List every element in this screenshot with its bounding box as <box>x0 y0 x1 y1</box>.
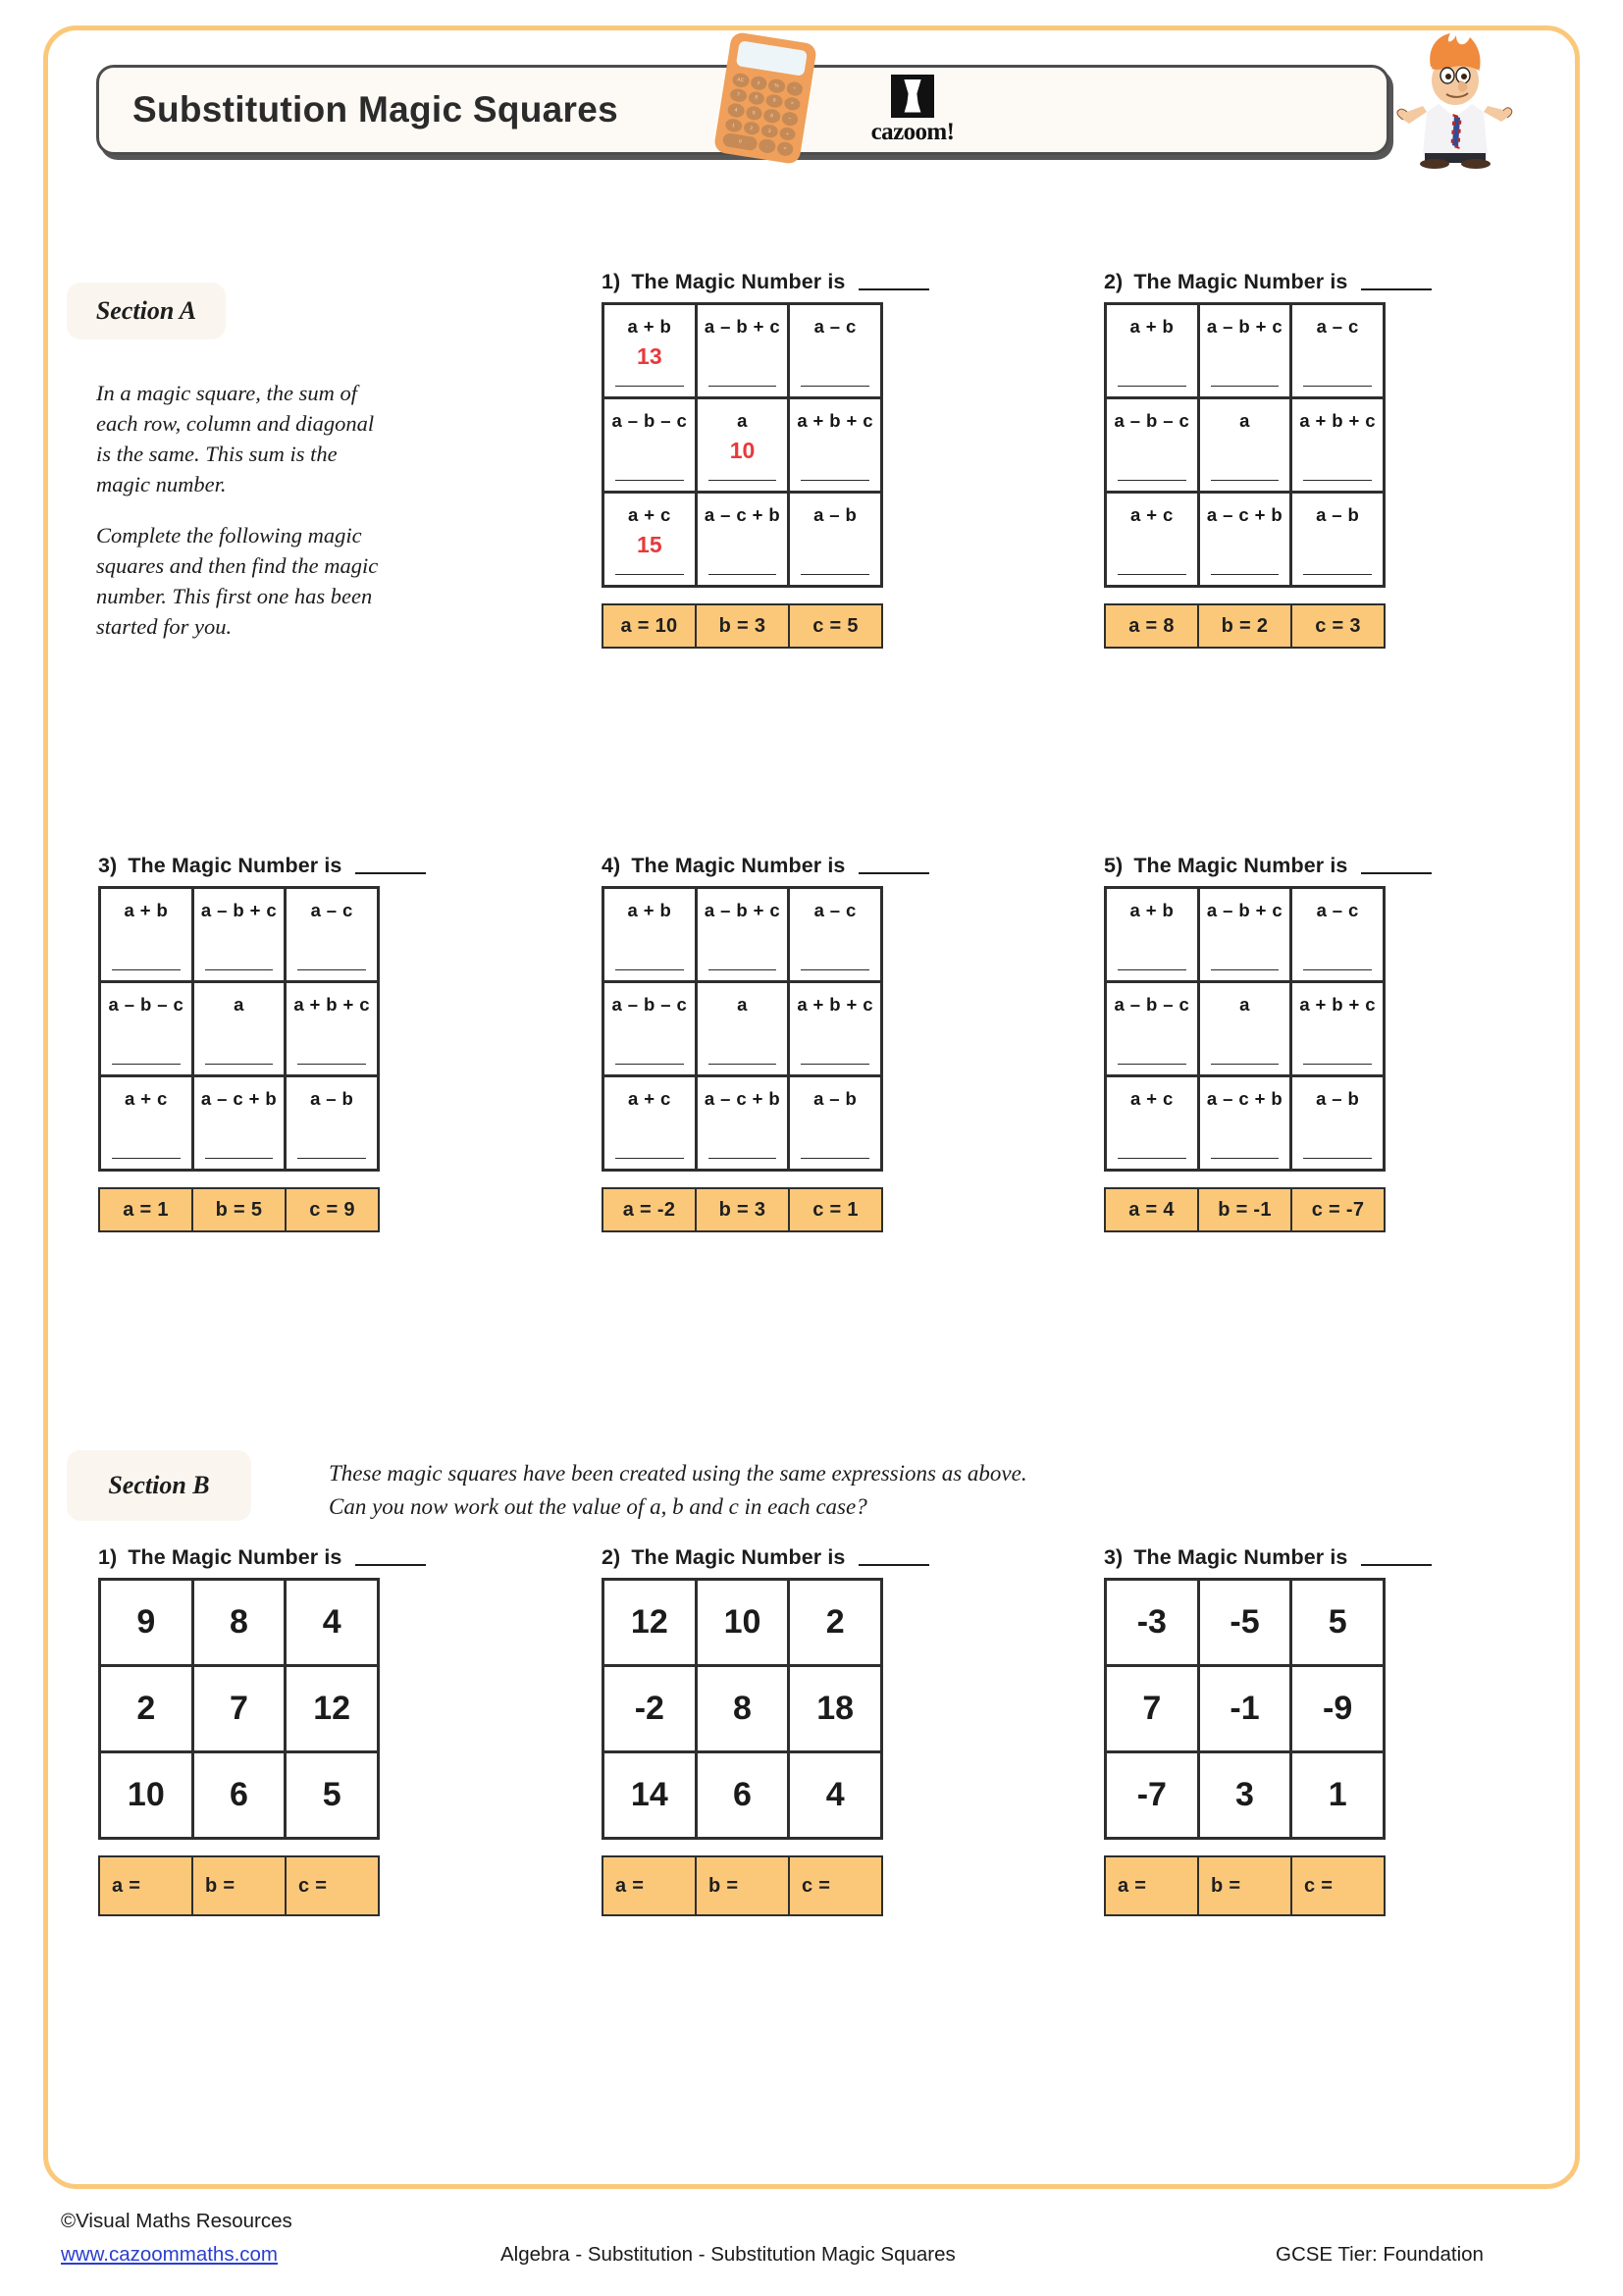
magic-square-cell[interactable] <box>1292 889 1383 980</box>
magic-square-cell[interactable] <box>604 399 695 491</box>
section-a-question-4 <box>602 854 929 1232</box>
magic-square-cell[interactable] <box>1107 399 1197 491</box>
cell-expression: a – b + c <box>704 316 781 337</box>
question-number: 1) <box>98 1545 118 1569</box>
variable-value: c = 3 <box>1292 605 1384 647</box>
cartoon-character-icon <box>1395 29 1513 169</box>
footer-website-link[interactable]: www.cazoommaths.com <box>61 2243 279 2266</box>
calculator-key: ± <box>750 76 767 91</box>
magic-square-cell[interactable] <box>698 305 788 396</box>
section-b-intro-line-1: These magic squares have been created using the same expressions as above. <box>329 1461 1027 1486</box>
variable-answer-field[interactable]: a = <box>603 1857 695 1914</box>
magic-square-cell[interactable] <box>698 889 788 980</box>
magic-square-cell[interactable] <box>194 983 285 1074</box>
magic-square-cell[interactable] <box>790 305 880 396</box>
calculator-key: % <box>767 78 785 93</box>
cell-expression: a – b + c <box>1206 316 1283 337</box>
cell-expression: a + c <box>627 504 671 525</box>
variable-values-bar <box>602 603 883 649</box>
number-square-cell: -1 <box>1200 1667 1290 1750</box>
variable-answer-field[interactable]: a = <box>1106 1857 1197 1914</box>
number-square-cell: -2 <box>604 1667 695 1750</box>
variable-value: a = -2 <box>603 1189 695 1230</box>
number-square-cell: -7 <box>1107 1753 1197 1837</box>
variable-values-bar <box>1104 603 1386 649</box>
variable-value: b = 5 <box>193 1189 285 1230</box>
magic-square-cell[interactable] <box>1292 1077 1383 1169</box>
number-square-grid <box>98 1578 380 1840</box>
cell-expression: a + b + c <box>293 994 370 1015</box>
cell-answer-line[interactable] <box>1118 386 1186 387</box>
section-b-badge: Section B <box>67 1450 251 1521</box>
variable-answer-field[interactable]: a = <box>100 1857 191 1914</box>
variable-value: a = 4 <box>1106 1189 1197 1230</box>
question-number: 3) <box>98 854 118 877</box>
calculator-key: − <box>781 111 799 127</box>
cell-answer-line[interactable] <box>708 574 777 575</box>
cell-answer-line[interactable] <box>1303 1064 1372 1065</box>
section-b-intro-line-2: Can you now work out the value of a, b and c in each case? <box>329 1494 867 1519</box>
number-square-cell: 2 <box>790 1581 880 1664</box>
cell-expression: a – b <box>1316 1088 1360 1109</box>
magic-square-cell[interactable] <box>1200 305 1290 396</box>
magic-number-blank[interactable] <box>859 872 929 874</box>
calculator-key: = <box>776 141 794 157</box>
magic-square-cell[interactable] <box>101 1077 191 1169</box>
cell-expression: a + b + c <box>1299 994 1376 1015</box>
number-square-cell: 7 <box>1107 1667 1197 1750</box>
cell-answer-value: 13 <box>637 343 662 369</box>
magic-square-grid <box>1104 302 1386 588</box>
number-square-cell: 2 <box>101 1667 191 1750</box>
calculator-key: 3 <box>760 124 778 139</box>
magic-square-cell[interactable] <box>194 1077 285 1169</box>
number-square-grid <box>1104 1578 1386 1840</box>
cell-expression: a – b <box>1316 504 1360 525</box>
cell-expression: a – c + b <box>704 504 781 525</box>
cell-expression: a + c <box>1129 504 1174 525</box>
prompt-text: The Magic Number is <box>128 854 342 877</box>
cell-answer-line[interactable] <box>708 1064 777 1065</box>
cell-answer-line[interactable] <box>205 1158 274 1159</box>
cell-answer-line[interactable] <box>1118 969 1186 970</box>
cell-expression: a – c + b <box>200 1088 278 1109</box>
cell-expression: a – c + b <box>1206 1088 1283 1109</box>
footer-tier: GCSE Tier: Foundation <box>1276 2243 1484 2266</box>
number-square-cell: -9 <box>1292 1667 1383 1750</box>
magic-square-cell[interactable] <box>604 889 695 980</box>
calculator-key: + <box>778 127 796 142</box>
cell-expression: a – c + b <box>704 1088 781 1109</box>
cell-answer-line[interactable] <box>297 1064 366 1065</box>
question-number: 2) <box>602 1545 621 1569</box>
variable-answer-field[interactable]: c = <box>287 1857 378 1914</box>
magic-square-cell[interactable] <box>101 889 191 980</box>
number-square-cell: 10 <box>101 1753 191 1837</box>
prompt-text: The Magic Number is <box>128 1545 342 1569</box>
magic-number-blank[interactable] <box>1361 872 1432 874</box>
question-number: 3) <box>1104 1545 1124 1569</box>
magic-square-cell[interactable] <box>1200 889 1290 980</box>
number-square-cell: 5 <box>287 1753 377 1837</box>
number-square-cell: -5 <box>1200 1581 1290 1664</box>
cell-answer-line[interactable] <box>112 1158 181 1159</box>
variable-answer-field[interactable]: c = <box>1292 1857 1384 1914</box>
calculator-key: 4 <box>727 102 745 118</box>
section-a-badge: Section A <box>67 283 226 339</box>
cell-answer-line[interactable] <box>1211 1158 1280 1159</box>
page-footer <box>0 2210 1623 2296</box>
section-a-question-3 <box>98 854 426 1232</box>
cell-expression: a <box>737 994 748 1015</box>
magic-square-cell[interactable] <box>194 889 285 980</box>
question-prompt <box>98 854 426 878</box>
magic-square-cell[interactable] <box>1292 983 1383 1074</box>
cell-expression: a – c <box>813 900 857 920</box>
variable-answer-field[interactable]: c = <box>790 1857 881 1914</box>
question-prompt <box>1104 854 1432 878</box>
calculator-key: 8 <box>747 90 764 106</box>
magic-number-blank[interactable] <box>1361 288 1432 290</box>
magic-square-cell[interactable] <box>287 889 377 980</box>
magic-square-grid <box>98 886 380 1172</box>
cell-expression: a + b + c <box>1299 410 1376 431</box>
section-b-question-2 <box>602 1545 929 1916</box>
magic-square-cell[interactable] <box>790 1077 880 1169</box>
cell-expression: a – b – c <box>108 994 184 1015</box>
section-a-intro-1: In a magic square, the sum of each row, column and diagonal is the same. This sum is the magic number. <box>96 381 375 496</box>
calculator-key: 7 <box>729 87 747 103</box>
question-prompt <box>1104 1545 1432 1570</box>
cell-expression: a – c + b <box>1206 504 1283 525</box>
number-square-cell: 18 <box>790 1667 880 1750</box>
calculator-key: 2 <box>743 121 760 136</box>
section-b-intro <box>329 1457 1359 1524</box>
logo-wordmark: cazoom! <box>870 118 955 145</box>
magic-square-cell[interactable] <box>790 399 880 491</box>
cell-answer-line[interactable] <box>708 969 777 970</box>
section-a-question-5 <box>1104 854 1432 1232</box>
cell-answer-line[interactable] <box>297 969 366 970</box>
magic-square-cell[interactable] <box>698 1077 788 1169</box>
magic-square-cell[interactable] <box>790 983 880 1074</box>
cell-answer-line[interactable] <box>801 386 869 387</box>
cell-expression: a + b + c <box>797 994 873 1015</box>
cell-expression: a – c <box>310 900 353 920</box>
cazoom-logo <box>852 71 973 149</box>
number-square-cell: 6 <box>194 1753 285 1837</box>
magic-square-cell[interactable] <box>1292 494 1383 585</box>
section-a-question-1 <box>602 270 929 649</box>
magic-number-blank[interactable] <box>355 1564 426 1566</box>
number-square-cell: 12 <box>287 1667 377 1750</box>
magic-square-cell[interactable] <box>1107 1077 1197 1169</box>
cell-expression: a – b + c <box>200 900 278 920</box>
cell-expression: a – b – c <box>611 994 688 1015</box>
cell-answer-line[interactable] <box>615 1158 684 1159</box>
number-square-cell: 5 <box>1292 1581 1383 1664</box>
cell-expression: a + b <box>627 316 672 337</box>
cell-expression: a <box>1239 410 1250 431</box>
variable-value: a = 1 <box>100 1189 191 1230</box>
cell-answer-line[interactable] <box>708 386 777 387</box>
number-square-cell: 7 <box>194 1667 285 1750</box>
variable-value: c = -7 <box>1292 1189 1384 1230</box>
cell-answer-line[interactable] <box>297 1158 366 1159</box>
cell-answer-line[interactable] <box>1303 969 1372 970</box>
variable-values-bar <box>602 1187 883 1232</box>
cell-expression: a + b <box>627 900 672 920</box>
cell-answer-line[interactable] <box>801 969 869 970</box>
section-a-question-2 <box>1104 270 1432 649</box>
calculator-key: 0 <box>722 132 759 151</box>
variable-value: a = 10 <box>603 605 695 647</box>
cell-answer-line[interactable] <box>112 969 181 970</box>
cell-answer-line[interactable] <box>205 1064 274 1065</box>
cell-answer-line[interactable] <box>1211 969 1280 970</box>
number-square-cell: -3 <box>1107 1581 1197 1664</box>
magic-square-cell[interactable] <box>287 1077 377 1169</box>
prompt-text: The Magic Number is <box>1133 1545 1348 1569</box>
cell-answer-line[interactable] <box>615 969 684 970</box>
cell-expression: a – b + c <box>704 900 781 920</box>
magic-square-cell[interactable] <box>1107 983 1197 1074</box>
magic-square-cell[interactable] <box>604 305 695 396</box>
number-square-cell: 1 <box>1292 1753 1383 1837</box>
prompt-text: The Magic Number is <box>1133 854 1348 877</box>
question-prompt <box>602 854 929 878</box>
variable-answer-field[interactable]: b = <box>193 1857 285 1914</box>
variable-value: b = -1 <box>1199 1189 1290 1230</box>
calculator-key: 9 <box>765 93 783 109</box>
footer-copyright: ©Visual Maths Resources <box>61 2210 292 2232</box>
prompt-text: The Magic Number is <box>631 270 846 293</box>
cell-expression: a – b – c <box>1114 410 1190 431</box>
number-square-cell: 8 <box>194 1581 285 1664</box>
cell-expression: a – b – c <box>1114 994 1190 1015</box>
cell-expression: a – b <box>813 504 858 525</box>
magic-square-cell[interactable] <box>1292 399 1383 491</box>
magic-square-cell[interactable] <box>790 889 880 980</box>
magic-number-blank[interactable] <box>355 872 426 874</box>
number-square-cell: 3 <box>1200 1753 1290 1837</box>
variable-answer-bar <box>602 1855 883 1916</box>
variable-answer-bar <box>1104 1855 1386 1916</box>
page-title: Substitution Magic Squares <box>132 89 619 130</box>
question-number: 5) <box>1104 854 1124 877</box>
cell-answer-line[interactable] <box>1118 480 1186 481</box>
calculator-key: 5 <box>745 105 762 121</box>
variable-answer-field[interactable]: b = <box>1199 1857 1290 1914</box>
variable-values-bar <box>98 1187 380 1232</box>
variable-value: c = 5 <box>790 605 881 647</box>
cell-answer-line[interactable] <box>1211 480 1280 481</box>
prompt-text: The Magic Number is <box>631 854 846 877</box>
prompt-text: The Magic Number is <box>631 1545 846 1569</box>
cell-expression: a – b – c <box>611 410 688 431</box>
number-square-cell: 14 <box>604 1753 695 1837</box>
cell-expression: a – c <box>1316 900 1359 920</box>
cell-expression: a – b <box>813 1088 858 1109</box>
variable-answer-bar <box>98 1855 380 1916</box>
cell-expression: a – c <box>1316 316 1359 337</box>
cell-expression: a – b + c <box>1206 900 1283 920</box>
cell-answer-line[interactable] <box>801 480 869 481</box>
hourglass-icon <box>891 75 934 118</box>
cell-answer-line[interactable] <box>1211 386 1280 387</box>
variable-value: b = 3 <box>697 605 788 647</box>
hourglass-glyph <box>903 79 922 113</box>
variable-value: b = 2 <box>1199 605 1290 647</box>
cell-answer-line[interactable] <box>708 1158 777 1159</box>
cell-answer-line[interactable] <box>1211 574 1280 575</box>
variable-values-bar <box>1104 1187 1386 1232</box>
cell-answer-line[interactable] <box>1303 480 1372 481</box>
cell-expression: a + c <box>124 1088 168 1109</box>
prompt-text: The Magic Number is <box>1133 270 1348 293</box>
question-prompt <box>602 270 929 294</box>
magic-square-cell[interactable] <box>1292 305 1383 396</box>
magic-square-cell[interactable] <box>1200 1077 1290 1169</box>
cell-answer-line[interactable] <box>801 1158 869 1159</box>
question-prompt <box>1104 270 1432 294</box>
number-square-cell: 12 <box>604 1581 695 1664</box>
number-square-cell: 6 <box>698 1753 788 1837</box>
variable-value: b = 3 <box>697 1189 788 1230</box>
number-square-cell: 10 <box>698 1581 788 1664</box>
calculator-key: 1 <box>724 118 742 133</box>
magic-square-cell[interactable] <box>604 983 695 1074</box>
cell-expression: a + c <box>1129 1088 1174 1109</box>
section-b-question-3 <box>1104 1545 1432 1916</box>
cell-answer-line[interactable] <box>615 574 684 575</box>
magic-square-cell[interactable] <box>604 494 695 585</box>
calculator-key: × <box>783 96 801 112</box>
magic-square-cell[interactable] <box>287 983 377 1074</box>
worksheet-header <box>96 65 1389 155</box>
cell-answer-line[interactable] <box>708 480 777 481</box>
magic-square-cell[interactable] <box>1107 494 1197 585</box>
calculator-key: . <box>758 138 775 154</box>
magic-square-grid <box>602 886 883 1172</box>
number-square-cell: 9 <box>101 1581 191 1664</box>
magic-square-grid <box>602 302 883 588</box>
variable-value: a = 8 <box>1106 605 1197 647</box>
calculator-keypad <box>722 73 804 157</box>
cell-expression: a + b <box>1129 900 1175 920</box>
calculator-key: ÷ <box>785 80 803 96</box>
cell-answer-line[interactable] <box>112 1064 181 1065</box>
magic-square-cell[interactable] <box>1200 983 1290 1074</box>
cell-expression: a <box>737 410 748 431</box>
magic-square-cell[interactable] <box>698 983 788 1074</box>
cell-answer-value: 15 <box>637 532 662 557</box>
question-number: 1) <box>602 270 621 293</box>
cell-expression: a <box>1239 994 1250 1015</box>
cell-expression: a + c <box>627 1088 671 1109</box>
cell-answer-line[interactable] <box>1118 1158 1186 1159</box>
cell-expression: a <box>234 994 244 1015</box>
cell-answer-line[interactable] <box>615 386 684 387</box>
cell-answer-line[interactable] <box>615 1064 684 1065</box>
magic-number-blank[interactable] <box>859 288 929 290</box>
magic-square-cell[interactable] <box>1200 399 1290 491</box>
cell-answer-line[interactable] <box>1211 1064 1280 1065</box>
magic-square-grid <box>1104 886 1386 1172</box>
cell-expression: a + b <box>124 900 169 920</box>
cell-expression: a + b + c <box>797 410 873 431</box>
section-a-intro-2: Complete the following magic squares and then find the magic number. This first one has been started for you. <box>96 523 379 639</box>
variable-value: c = 1 <box>790 1189 881 1230</box>
cell-expression: a – c <box>813 316 857 337</box>
variable-answer-field[interactable]: b = <box>697 1857 788 1914</box>
cell-answer-line[interactable] <box>205 969 274 970</box>
footer-topic: Algebra - Substitution - Substitution Magic Squares <box>500 2243 956 2266</box>
question-number: 2) <box>1104 270 1124 293</box>
number-square-cell: 8 <box>698 1667 788 1750</box>
cell-answer-line[interactable] <box>801 1064 869 1065</box>
magic-square-cell[interactable] <box>698 494 788 585</box>
cell-answer-line[interactable] <box>801 574 869 575</box>
cell-answer-line[interactable] <box>1303 574 1372 575</box>
cell-expression: a – b <box>310 1088 354 1109</box>
magic-number-blank[interactable] <box>859 1564 929 1566</box>
magic-square-cell[interactable] <box>101 983 191 1074</box>
magic-square-cell[interactable] <box>698 399 788 491</box>
cell-answer-value: 10 <box>729 438 756 463</box>
magic-square-cell[interactable] <box>1107 889 1197 980</box>
magic-square-cell[interactable] <box>604 1077 695 1169</box>
calculator-key: 6 <box>762 108 780 124</box>
number-square-cell: 4 <box>287 1581 377 1664</box>
variable-value: c = 9 <box>287 1189 378 1230</box>
calculator-key: AC <box>732 73 750 88</box>
question-prompt <box>98 1545 426 1570</box>
section-b-question-1 <box>98 1545 426 1916</box>
number-square-cell: 4 <box>790 1753 880 1837</box>
magic-square-cell[interactable] <box>1107 305 1197 396</box>
number-square-grid <box>602 1578 883 1840</box>
magic-number-blank[interactable] <box>1361 1564 1432 1566</box>
cell-answer-line[interactable] <box>1303 1158 1372 1159</box>
cell-answer-line[interactable] <box>1303 386 1372 387</box>
magic-square-cell[interactable] <box>1200 494 1290 585</box>
question-number: 4) <box>602 854 621 877</box>
question-prompt <box>602 1545 929 1570</box>
cell-answer-line[interactable] <box>1118 574 1186 575</box>
magic-square-cell[interactable] <box>790 494 880 585</box>
cell-expression: a + b <box>1129 316 1175 337</box>
cell-answer-line[interactable] <box>1118 1064 1186 1065</box>
cell-answer-line[interactable] <box>615 480 684 481</box>
